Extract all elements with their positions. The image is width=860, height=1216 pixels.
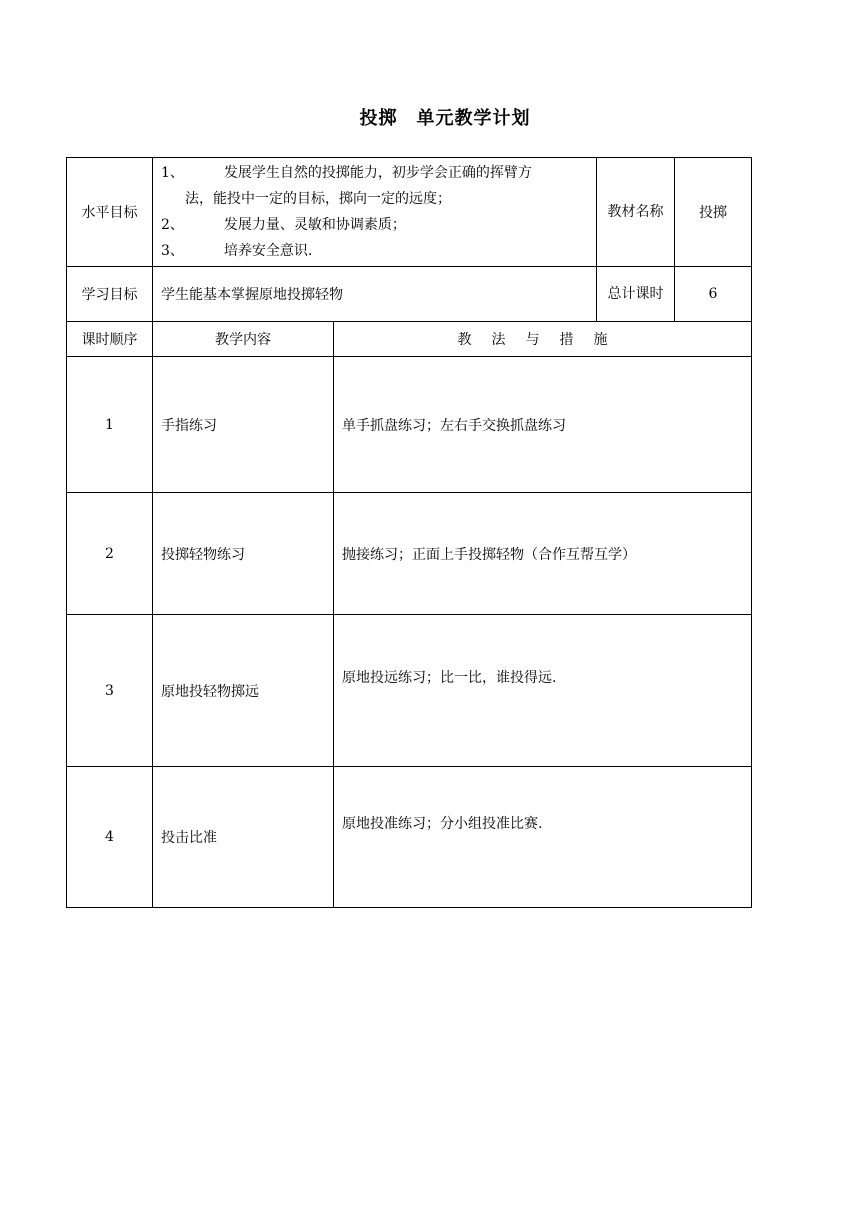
column-header-order: 课时顺序	[67, 322, 153, 357]
level-goal-item: 3、 培养安全意识.	[161, 243, 313, 259]
lesson-order: 1	[67, 357, 153, 493]
lesson-order: 3	[67, 615, 153, 767]
lesson-content: 手指练习	[153, 357, 334, 493]
level-goal-row	[67, 158, 752, 267]
lesson-content: 原地投轻物掷远	[153, 615, 334, 767]
column-header-row	[67, 322, 752, 357]
total-hours-value: 6	[675, 267, 752, 322]
learning-goal-label: 学习目标	[67, 267, 153, 322]
unit-plan-table	[66, 157, 752, 908]
lesson-row	[67, 615, 752, 767]
lesson-content: 投掷轻物练习	[153, 493, 334, 615]
level-goal-item-continued: 法，能投中一定的目标，掷向一定的远度；	[185, 191, 451, 207]
lesson-row	[67, 357, 752, 493]
level-goal-label: 水平目标	[67, 158, 153, 267]
learning-goal-value: 学生能基本掌握原地投掷轻物	[153, 267, 597, 322]
material-value: 投掷	[675, 158, 752, 267]
lesson-methods: 原地投远练习；比一比，谁投得远.	[334, 615, 752, 767]
lesson-row	[67, 767, 752, 908]
total-hours-label: 总计课时	[597, 267, 675, 322]
lesson-content: 投击比准	[153, 767, 334, 908]
learning-goal-row	[67, 267, 752, 322]
lesson-order: 2	[67, 493, 153, 615]
column-header-methods: 教法与措施	[334, 322, 752, 357]
lesson-order: 4	[67, 767, 153, 908]
level-goals-cell	[153, 158, 597, 267]
page-title: 投掷 单元教学计划	[359, 108, 531, 129]
level-goal-item: 1、 发展学生自然的投掷能力，初步学会正确的挥臂方	[161, 165, 532, 181]
lesson-methods: 抛接练习；正面上手投掷轻物（合作互帮互学）	[334, 493, 752, 615]
lesson-methods: 单手抓盘练习；左右手交换抓盘练习	[334, 357, 752, 493]
material-label: 教材名称	[597, 158, 675, 267]
lesson-row	[67, 493, 752, 615]
lesson-methods: 原地投准练习；分小组投准比赛.	[334, 767, 752, 908]
column-header-content: 教学内容	[153, 322, 334, 357]
level-goal-item: 2、 发展力量、灵敏和协调素质；	[161, 217, 406, 233]
